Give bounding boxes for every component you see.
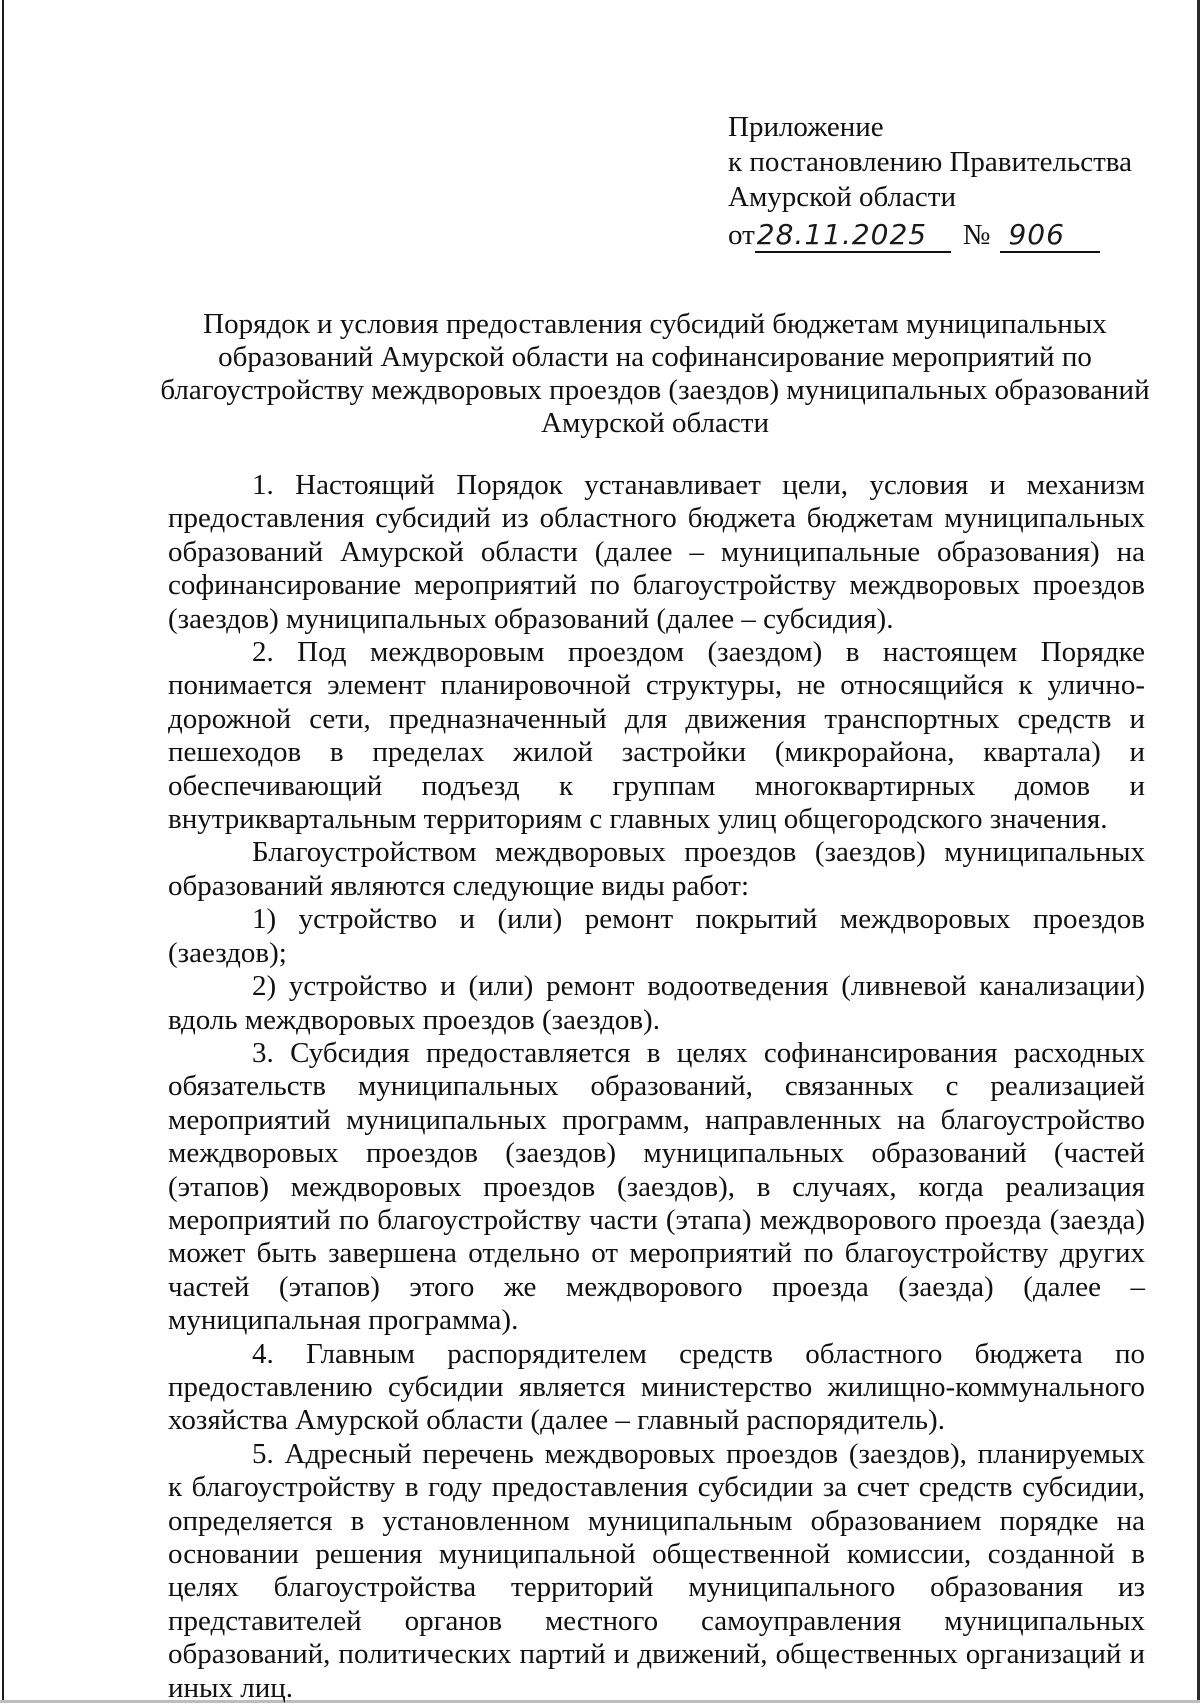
decree-date-number-row [728, 215, 1168, 253]
appendix-line-3: Амурской области [728, 181, 956, 213]
date-prefix: от [728, 219, 755, 251]
title-line-3: благоустройству междворовых проездов (заездов) муниципальных образований [160, 374, 1150, 406]
paragraph-2: 2. Под междворовым проездом (заездом) в настоящем Порядке понимается элемент планировочной структуры, не относящийся к улично-дорожной сети, предназначенный для движения транспортных средств и пешеходов в пределах жилой застройки (микрорайона, квартала) и обеспечивающий подъезд к группам многоквартирных домов и внутриквартальным территориям с главных улиц общегородского значения. [168, 636, 1145, 836]
title-line-2: образований Амурской области на софинансирование мероприятий по [218, 341, 1092, 373]
paragraph-work-item-2: 2) устройство и (или) ремонт водоотведения (ливневой канализации) вдоль междворовых проездов (заездов). [168, 970, 1145, 1036]
handwritten-date: 28.11.2025 [755, 219, 951, 253]
scan-edge-left [2, 0, 4, 1703]
paragraph-4: 4. Главным распорядителем средств областного бюджета по предоставлению субсидии является министерство жилищно-коммунального хозяйства Амурской области (далее – главный распорядитель). [168, 1337, 1145, 1437]
paragraph-1: 1. Настоящий Порядок устанавливает цели, условия и механизм предоставления субсидий из областного бюджета бюджетам муниципальных образований Амурской области (далее – муниципальные образования) на софинансирование мероприятий по благоустройству междворовых проездов (заездов) муниципальных образований (далее – субсидия). [168, 469, 1145, 635]
title-line-1: Порядок и условия предоставления субсидий бюджетам муниципальных [203, 308, 1107, 340]
paragraph-works-intro: Благоустройством междворовых проездов (заездов) муниципальных образований являются следующие виды работ: [168, 836, 1145, 902]
appendix-line-2: к постановлению Правительства [728, 146, 1132, 178]
number-sign: № [962, 219, 991, 251]
paragraph-work-item-1: 1) устройство и (или) ремонт покрытий междворовых проездов (заездов); [168, 903, 1145, 969]
document-body [168, 469, 1145, 1705]
handwritten-number: 906 [1000, 219, 1100, 253]
title-line-4: Амурской области [541, 407, 769, 439]
appendix-block [728, 110, 1168, 253]
appendix-line-1: Приложение [728, 111, 884, 143]
paragraph-5: 5. Адресный перечень междворовых проездов (заездов), планируемых к благоустройству в году предоставления субсидии за счет средств субсидии, определяется в установленном муниципальным образованием порядке на основании решения муниципальной общественной комиссии, созданной в целях благоустройства территорий муниципального образования из представителей органов местного самоуправления муниципальных образований, политических партий и движений, общественных организаций и иных лиц. [168, 1437, 1145, 1704]
document-title [150, 308, 1160, 440]
paragraph-3: 3. Субсидия предоставляется в целях софинансирования расходных обязательств муниципальных образований, связанных с реализацией мероприятий муниципальных программ, направленных на благоустройство междворовых проездов (заездов) муниципальных образований (частей (этапов) междворовых проездов (заездов), в случаях, когда реализация мероприятий по благоустройству части (этапа) междворового проезда (заезда) может быть завершена отдельно от мероприятий по благоустройству других частей (этапов) этого же междворового проезда (заезда) (далее – муниципальная программа). [168, 1036, 1145, 1337]
